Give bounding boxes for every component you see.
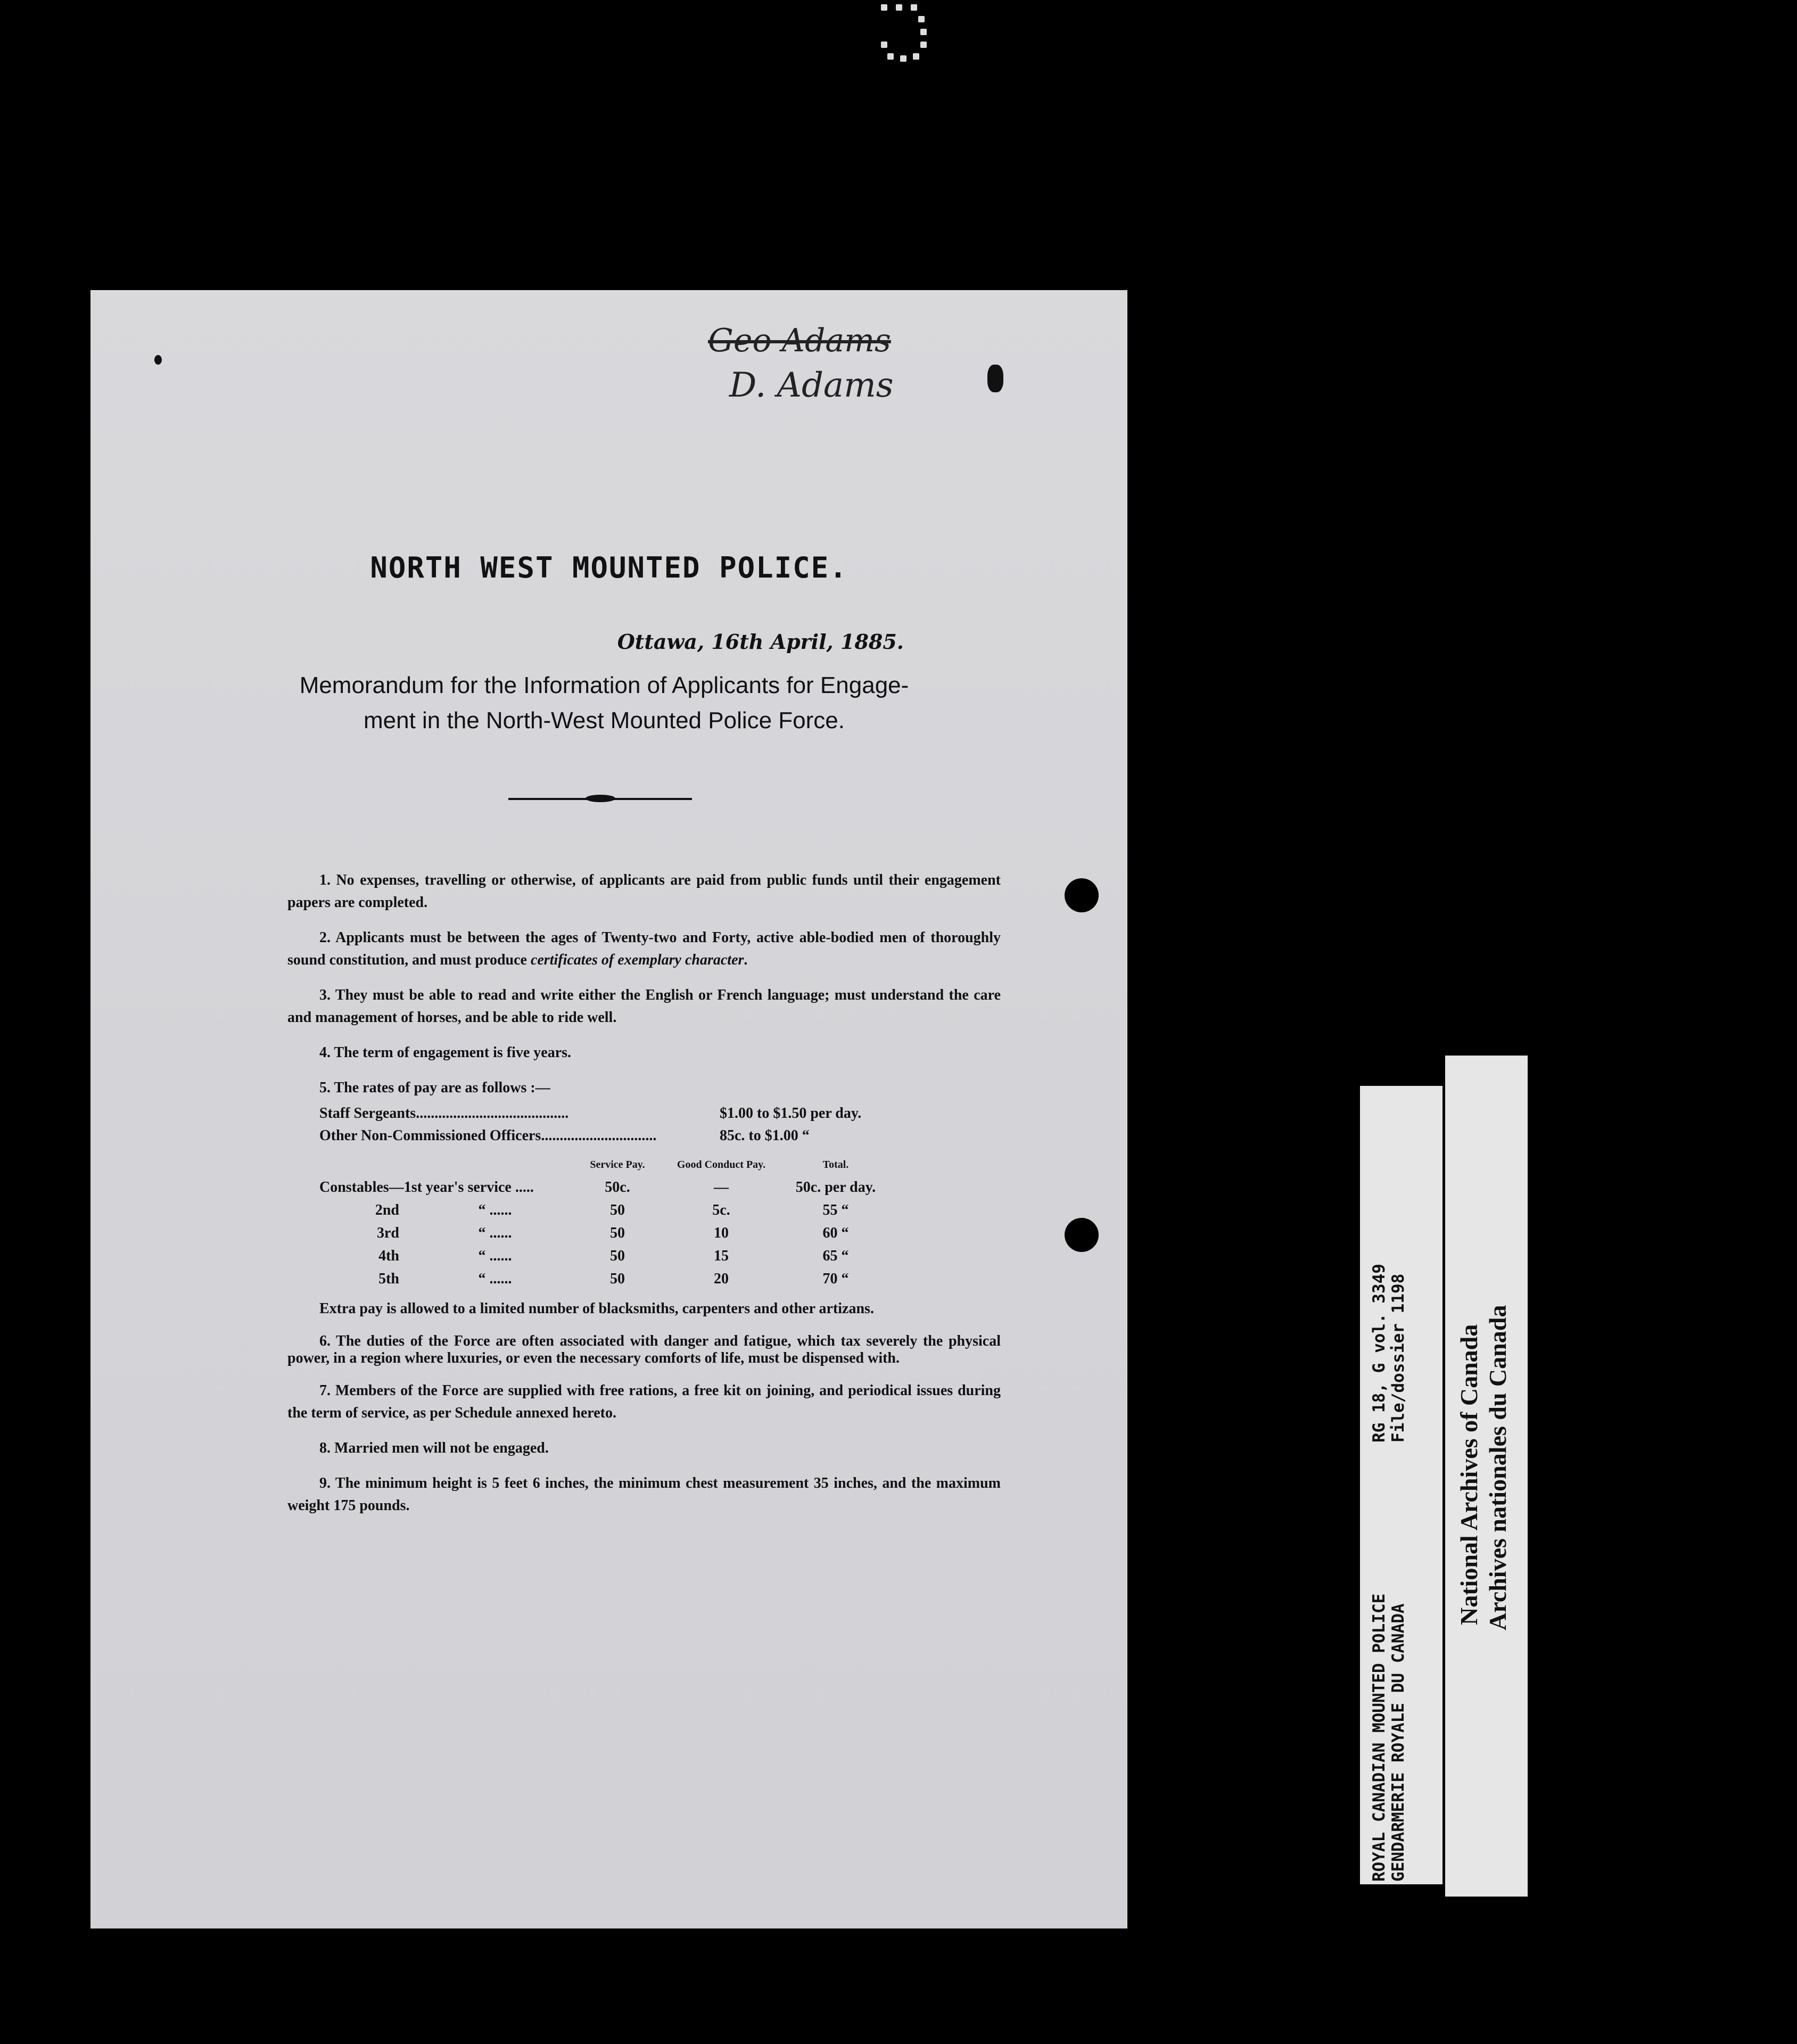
crossed-signature: Geo Adams <box>708 322 891 359</box>
header-cell <box>319 1153 415 1176</box>
paragraph-2-text: 2. Applicants must be between the ages of Twenty-two and Forty, active able-bodied men of thoroughly sound constitution, and must produce <box>287 929 1001 968</box>
memorandum-heading <box>287 668 921 738</box>
dateline: Ottawa, 16th April, 1885. <box>617 630 904 654</box>
document-title: NORTH WEST MOUNTED POLICE. <box>370 551 848 584</box>
table-row <box>319 1267 889 1290</box>
paragraph-1: 1. No expenses, travelling or otherwise, of applicants are paid from public funds until their engagement papers are completed. <box>287 872 1001 911</box>
reference-rg: RG 18, G vol. 3349 <box>1370 1264 1389 1443</box>
rate-other-nco <box>319 1125 1001 1147</box>
table-row <box>319 1244 889 1267</box>
table-row <box>319 1176 889 1199</box>
paragraph-2 <box>287 927 1001 971</box>
paragraph-9: 9. The minimum height is 5 feet 6 inches, the minimum chest measurement 35 inches, and the maximum weight 175 pounds. <box>287 1475 1001 1514</box>
reference-file: File/dossier 1198 <box>1389 1273 1408 1443</box>
rate-value: 85c. to $1.00 “ <box>720 1127 810 1144</box>
table-cell: 5c. <box>712 1201 730 1218</box>
ink-blot <box>987 365 1003 392</box>
punch-hole-top <box>1065 878 1099 912</box>
pay-table <box>319 1153 889 1290</box>
archives-name-fr: Archives nationales du Canada <box>1484 1305 1511 1630</box>
ornamental-rule-center <box>586 795 615 802</box>
document-sheet <box>90 290 1127 1928</box>
table-cell: 2nd <box>375 1201 399 1218</box>
table-cell: 15 <box>714 1247 729 1264</box>
header-cell: Total. <box>822 1159 849 1171</box>
ink-speck <box>154 355 162 365</box>
paragraph-3: 3. They must be able to read and write either the English or French language; must understand the care and management of horses, and be able to ride well. <box>287 987 1001 1026</box>
table-cell: “ ...... <box>478 1247 512 1264</box>
paragraph-4: 4. The term of engagement is five years. <box>319 1044 572 1061</box>
table-cell: 50c. <box>605 1178 630 1196</box>
memo-line-1: Memorandum for the Information of Applicants for Engage- <box>299 672 909 698</box>
table-cell: 60 “ <box>822 1224 849 1241</box>
table-cell: 50 <box>610 1247 625 1264</box>
table-cell: 50c. per day. <box>795 1178 876 1196</box>
rate-label: Other Non-Commissioned Officers............................... <box>319 1127 657 1144</box>
punch-hole-bottom <box>1065 1218 1099 1252</box>
table-cell: 10 <box>714 1224 729 1241</box>
scanner-marks <box>881 4 929 63</box>
table-cell: 4th <box>378 1247 399 1264</box>
agency-name-en: ROYAL CANADIAN MOUNTED POLICE <box>1370 1593 1389 1882</box>
rate-value: $1.00 to $1.50 per day. <box>720 1105 862 1122</box>
paragraph-5: 5. The rates of pay are as follows :— <box>319 1079 550 1096</box>
table-row <box>319 1199 889 1222</box>
table-cell: 3rd <box>377 1224 399 1241</box>
table-cell: 55 “ <box>822 1201 849 1218</box>
header-cell: Good Conduct Pay. <box>677 1159 766 1171</box>
pay-table-header <box>319 1153 889 1176</box>
table-cell: 70 “ <box>822 1270 849 1287</box>
table-cell: 5th <box>378 1270 399 1287</box>
paragraph-2-end: . <box>744 952 748 968</box>
signature: D. Adams <box>729 366 894 405</box>
archives-name-en: National Archives of Canada <box>1455 1324 1482 1625</box>
table-cell: “ ...... <box>478 1270 512 1287</box>
table-cell: 50 <box>610 1201 625 1218</box>
rate-staff-sergeants <box>319 1102 1001 1125</box>
table-cell: “ ...... <box>478 1224 512 1241</box>
table-row <box>319 1222 889 1244</box>
table-cell: Constables—1st year's service ..... <box>319 1178 534 1196</box>
header-cell <box>415 1153 575 1176</box>
table-cell: 50 <box>610 1224 625 1241</box>
archive-reference-label <box>1360 1086 1442 1884</box>
table-cell: — <box>714 1178 729 1196</box>
paragraph-6: 6. The duties of the Force are often associated with danger and fatigue, which tax severely the physical power, in a region where luxuries, or even the necessary comforts of life, must be dispensed with. <box>287 1333 1001 1366</box>
paragraph-8: 8. Married men will not be engaged. <box>319 1440 549 1456</box>
table-cell: 50 <box>610 1270 625 1287</box>
paragraph-2-emphasis: certificates of exemplary character <box>530 952 744 968</box>
table-cell: 65 “ <box>822 1247 849 1264</box>
paragraph-7: 7. Members of the Force are supplied with free rations, a free kit on joining, and periodical issues during the term of service, as per Schedule annexed hereto. <box>287 1382 1001 1421</box>
archives-stamp <box>1445 1056 1528 1897</box>
table-cell: 20 <box>714 1270 729 1287</box>
memo-line-2: ment in the North-West Mounted Police Force. <box>363 707 845 733</box>
rate-label: Staff Sergeants......................................... <box>319 1105 569 1122</box>
header-cell: Service Pay. <box>590 1159 645 1171</box>
agency-name-fr: GENDARMERIE ROYALE DU CANADA <box>1389 1603 1408 1882</box>
memo-body <box>287 869 1001 1530</box>
rates-list <box>319 1102 1001 1147</box>
table-cell: “ ...... <box>478 1201 512 1218</box>
extra-pay-note: Extra pay is allowed to a limited number of blacksmiths, carpenters and other artizans. <box>319 1300 874 1317</box>
